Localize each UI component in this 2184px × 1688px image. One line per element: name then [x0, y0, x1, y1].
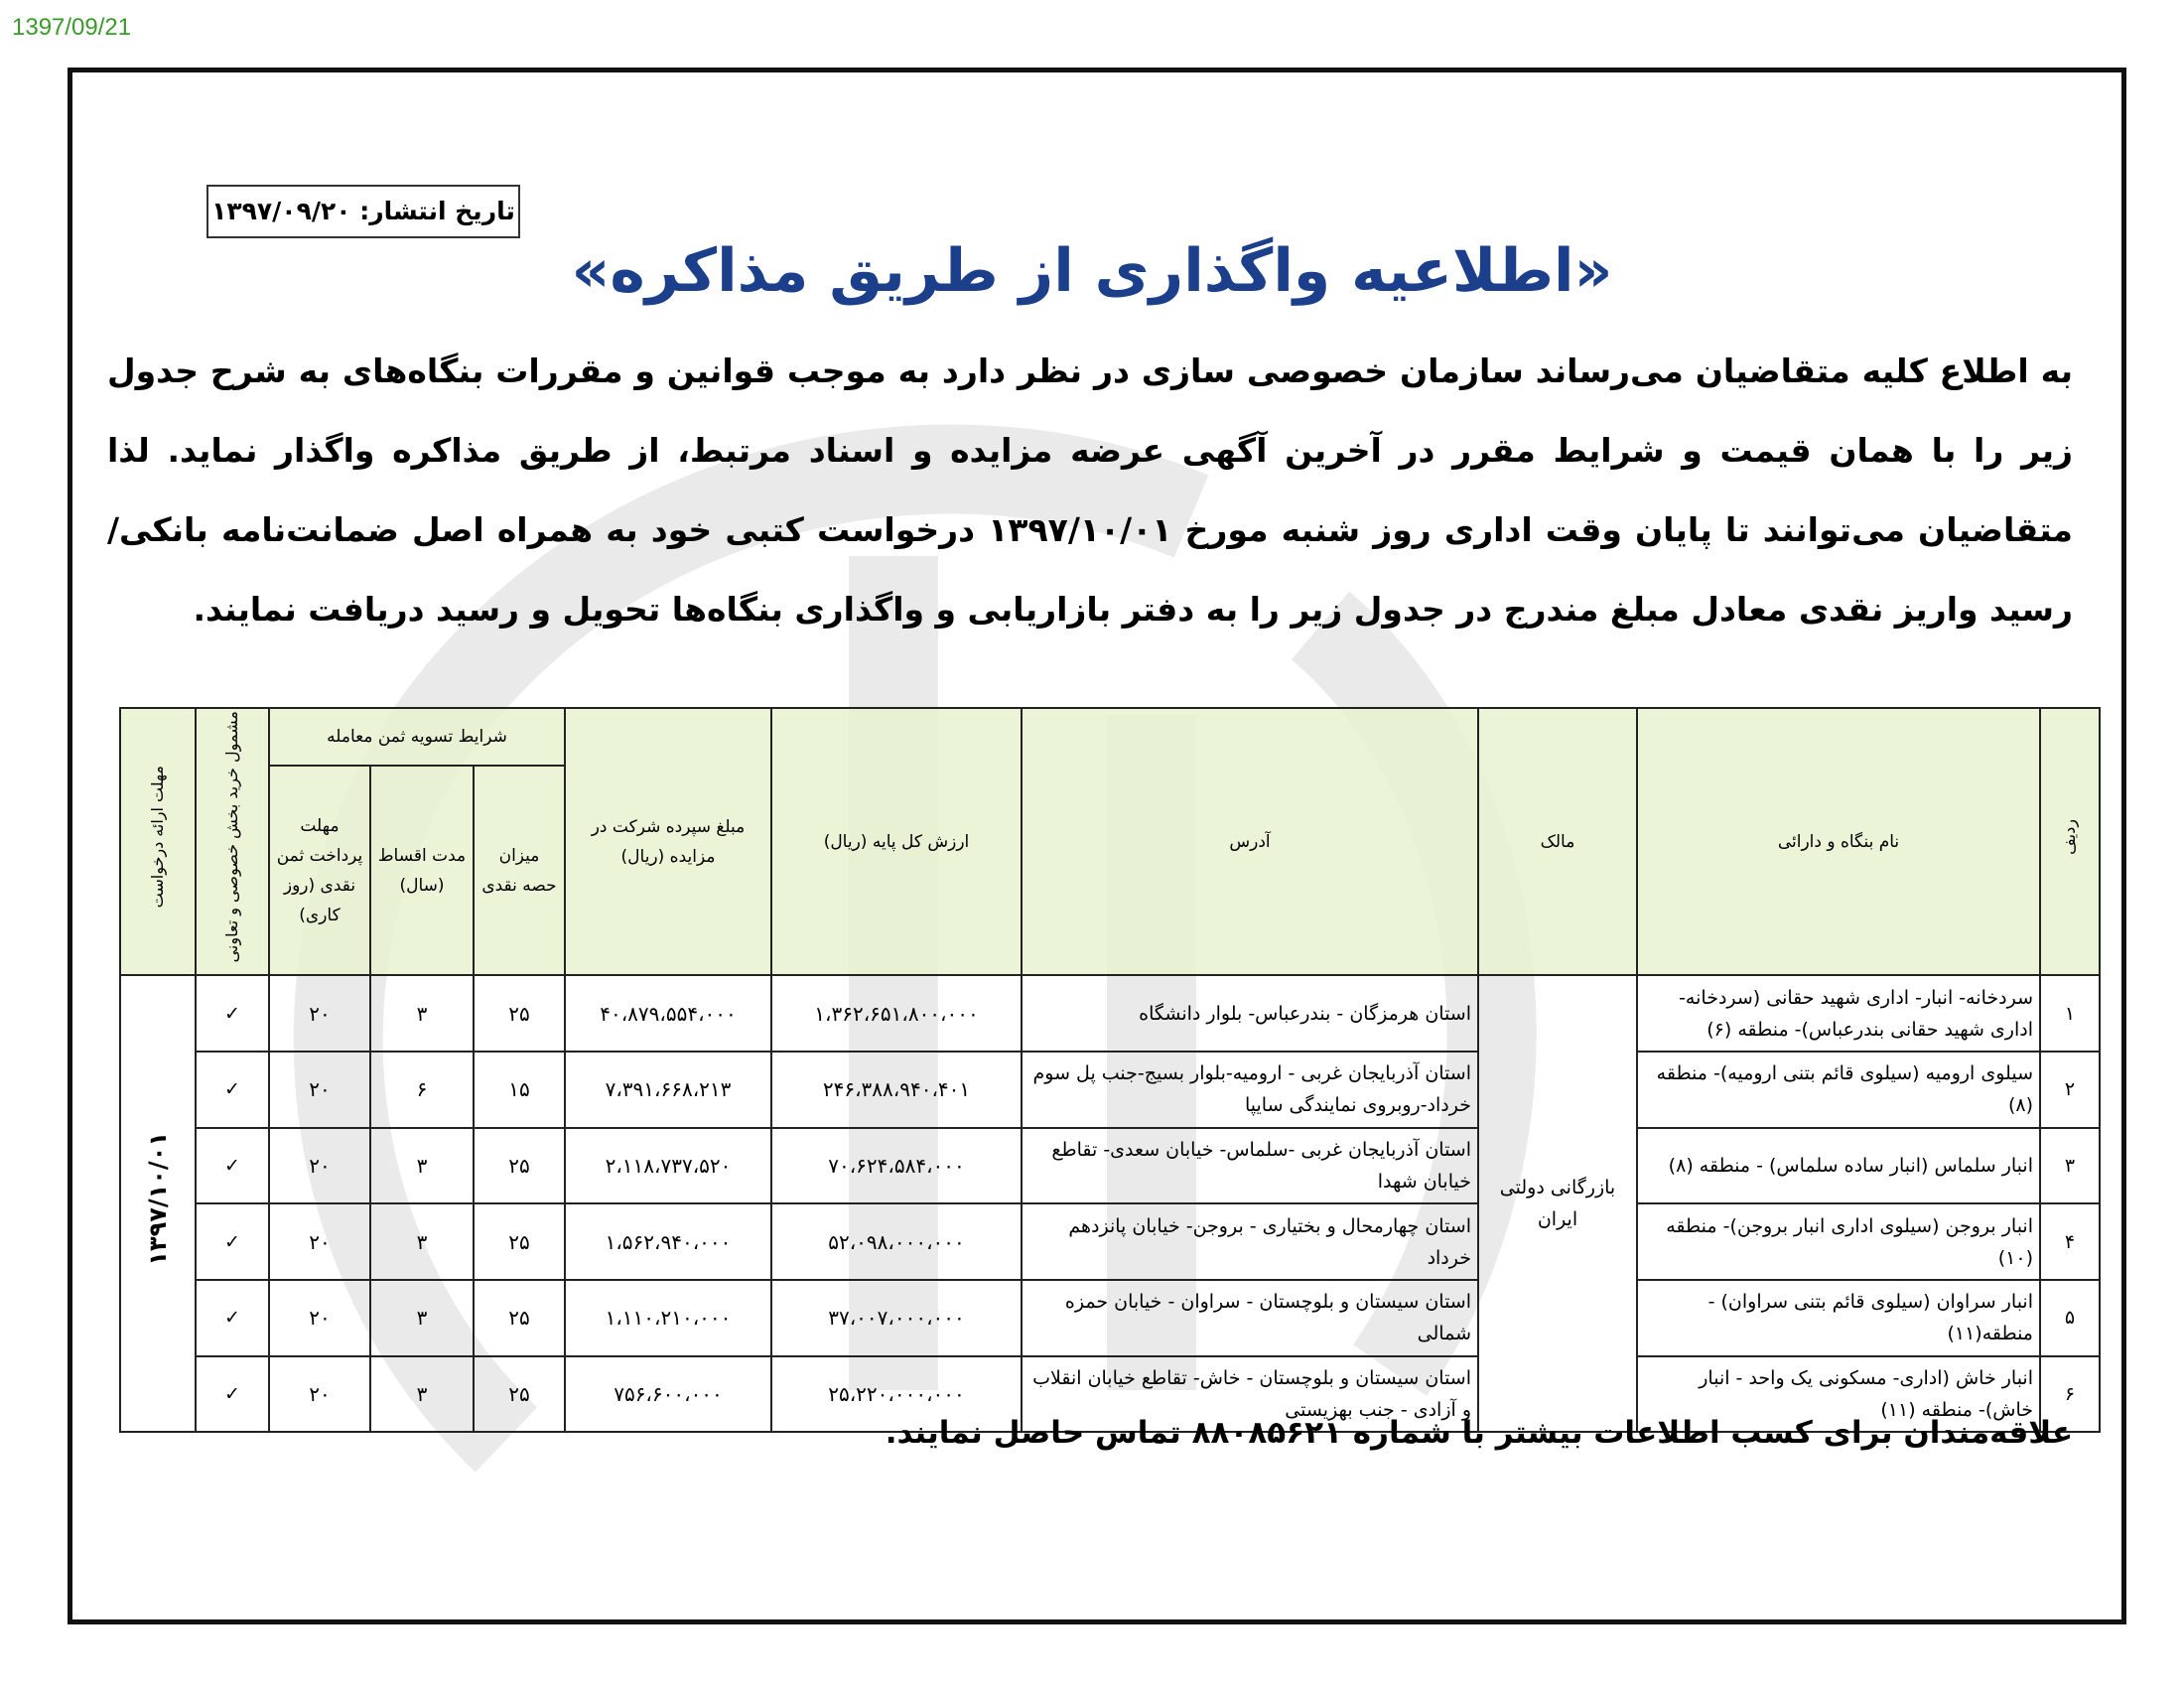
installments-cell: ۳ — [370, 1128, 474, 1204]
header-installments: مدت اقساط (سال) — [370, 766, 474, 975]
header-cash-deadline: مهلت پرداخت ثمن نقدی (روز کاری) — [269, 766, 370, 975]
page-title: «اطلاعیه واگذاری از طریق مذاکره» — [571, 236, 1613, 306]
cash-deadline-cell: ۲۰ — [269, 1356, 370, 1433]
table-row — [120, 1280, 2100, 1356]
deposit-cell: ۷،۳۹۱،۶۶۸،۲۱۳ — [565, 1052, 771, 1128]
deposit-cell: ۴۰،۸۷۹،۵۵۴،۰۰۰ — [565, 975, 771, 1052]
address-cell: استان چهارمحال و بختیاری - بروجن- خیابان پانزدهم خرداد — [1022, 1203, 1478, 1280]
header-cash-share: میزان حصه نقدی — [474, 766, 565, 975]
address-cell: استان آذربایجان غربی - ارومیه-بلوار بسیج-جنب پل سوم خرداد-روبروی نمایندگی سایپا — [1022, 1052, 1478, 1128]
cash-share-cell: ۲۵ — [474, 1128, 565, 1204]
check-icon: ✓ — [196, 1203, 269, 1280]
header-name: نام بنگاه و دارائی — [1637, 708, 2040, 975]
row-index: ۳ — [2040, 1128, 2100, 1204]
header-incentive: مشمول خرید بخش خصوصی و تعاونی — [196, 708, 269, 975]
cash-share-cell: ۲۵ — [474, 1203, 565, 1280]
base-value-cell: ۳۷،۰۰۷،۰۰۰،۰۰۰ — [771, 1280, 1022, 1356]
cash-deadline-cell: ۲۰ — [269, 1280, 370, 1356]
deposit-cell: ۷۵۶،۶۰۰،۰۰۰ — [565, 1356, 771, 1433]
installments-cell: ۶ — [370, 1052, 474, 1128]
address-cell: استان سیستان و بلوچستان - سراوان - خیابان حمزه شمالی — [1022, 1280, 1478, 1356]
table-row — [120, 1052, 2100, 1128]
table-row — [120, 1128, 2100, 1204]
header-request-deadline: مهلت ارائه درخواست — [120, 708, 196, 975]
intro-paragraph: به اطلاع کلیه متقاضیان می‌رساند سازمان خصوصی سازی در نظر دارد به موجب قوانین و مقررات بنگاه‌های به شرح جدول زیر را با همان قیمت و شرایط مقرر در آخرین آگهی عرضه مزایده و اسناد مرتبط، از طریق مذاکره واگذار نماید. لذا متقاضیان می‌توانند تا پایان وقت اداری روز شنبه مورخ ۱۳۹۷/۱۰/۰۱ درخواست کتبی خود به همراه اصل ضمانت‌نامه بانکی/رسید واریز نقدی معادل مبلغ مندرج در جدول زیر را به دفتر بازاریابی و واگذاری بنگاه‌ها تحویل و رسید دریافت نمایند. — [107, 352, 2073, 629]
row-index: ۲ — [2040, 1052, 2100, 1128]
cash-deadline-cell: ۲۰ — [269, 1128, 370, 1204]
cash-share-cell: ۱۵ — [474, 1052, 565, 1128]
asset-name: انبار سلماس (انبار ساده سلماس) - منطقه (۸) — [1637, 1128, 2040, 1204]
header-base-value: ارزش کل پایه (ریال) — [771, 708, 1022, 975]
assets-table — [119, 707, 2101, 1433]
header-address: آدرس — [1022, 708, 1478, 975]
base-value-cell: ۲۵،۲۲۰،۰۰۰،۰۰۰ — [771, 1356, 1022, 1433]
publish-date-value: ۱۳۹۷/۰۹/۲۰ — [211, 197, 351, 225]
cash-share-cell: ۲۵ — [474, 1356, 565, 1433]
base-value-cell: ۷۰،۶۲۴،۵۸۴،۰۰۰ — [771, 1128, 1022, 1204]
asset-name: انبار سراوان (سیلوی قائم بتنی سراوان) - منطقه(۱۱) — [1637, 1280, 2040, 1356]
check-icon: ✓ — [196, 1128, 269, 1204]
installments-cell: ۳ — [370, 1203, 474, 1280]
base-value-cell: ۲۴۶،۳۸۸،۹۴۰،۴۰۱ — [771, 1052, 1022, 1128]
check-icon: ✓ — [196, 1052, 269, 1128]
base-value-cell: ۵۲،۰۹۸،۰۰۰،۰۰۰ — [771, 1203, 1022, 1280]
asset-name: سردخانه- انبار- اداری شهید حقانی (سردخانه- اداری شهید حقانی بندرعباس)- منطقه (۶) — [1637, 975, 2040, 1052]
cash-share-cell: ۲۵ — [474, 975, 565, 1052]
installments-cell: ۳ — [370, 1280, 474, 1356]
row-index: ۱ — [2040, 975, 2100, 1052]
address-cell: استان سیستان و بلوچستان - خاش- تقاطع خیابان انقلاب و آزادی - جنب بهزیستی — [1022, 1356, 1478, 1433]
deposit-cell: ۲،۱۱۸،۷۳۷،۵۲۰ — [565, 1128, 771, 1204]
address-cell: استان آذربایجان غربی -سلماس- خیابان سعدی- تقاطع خیابان شهدا — [1022, 1128, 1478, 1204]
cash-share-cell: ۲۵ — [474, 1280, 565, 1356]
header-row-number: ردیف — [2040, 708, 2100, 975]
cash-deadline-cell: ۲۰ — [269, 975, 370, 1052]
table-row — [120, 975, 2100, 1052]
publish-date-label: تاریخ انتشار: — [359, 197, 515, 225]
asset-name: انبار بروجن (سیلوی اداری انبار بروجن)- منطقه (۱۰) — [1637, 1203, 2040, 1280]
row-index: ۴ — [2040, 1203, 2100, 1280]
asset-name: انبار خاش (اداری- مسکونی یک واحد - انبار خاش)- منطقه (۱۱) — [1637, 1356, 2040, 1433]
deposit-cell: ۱،۵۶۲،۹۴۰،۰۰۰ — [565, 1203, 771, 1280]
check-icon: ✓ — [196, 1280, 269, 1356]
header-deposit: مبلغ سپرده شرکت در مزایده (ریال) — [565, 708, 771, 975]
header-owner: مالک — [1478, 708, 1637, 975]
check-icon: ✓ — [196, 1356, 269, 1433]
check-icon: ✓ — [196, 975, 269, 1052]
address-cell: استان هرمزگان - بندرعباس- بلوار دانشگاه — [1022, 975, 1478, 1052]
cash-deadline-cell: ۲۰ — [269, 1052, 370, 1128]
row-index: ۵ — [2040, 1280, 2100, 1356]
deposit-cell: ۱،۱۱۰،۲۱۰،۰۰۰ — [565, 1280, 771, 1356]
stamp-date: 1397/09/21 — [12, 14, 132, 41]
request-deadline-cell: ۱۳۹۷/۱۰/۰۱ — [120, 975, 196, 1432]
header-settlement-group: شرایط تسویه ثمن معامله — [269, 708, 565, 766]
installments-cell: ۳ — [370, 1356, 474, 1433]
row-index: ۶ — [2040, 1356, 2100, 1433]
table-row — [120, 1203, 2100, 1280]
cash-deadline-cell: ۲۰ — [269, 1203, 370, 1280]
footer-contact: علاقه‌مندان برای کسب اطلاعات بیشتر با شماره ۸۸۰۸۵۶۲۱ تماس حاصل نمایند. — [885, 1415, 2073, 1451]
owner-cell: بازرگانی دولتی ایران — [1478, 975, 1637, 1432]
asset-name: سیلوی ارومیه (سیلوی قائم بتنی ارومیه)- منطقه (۸) — [1637, 1052, 2040, 1128]
base-value-cell: ۱،۳۶۲،۶۵۱،۸۰۰،۰۰۰ — [771, 975, 1022, 1052]
installments-cell: ۳ — [370, 975, 474, 1052]
